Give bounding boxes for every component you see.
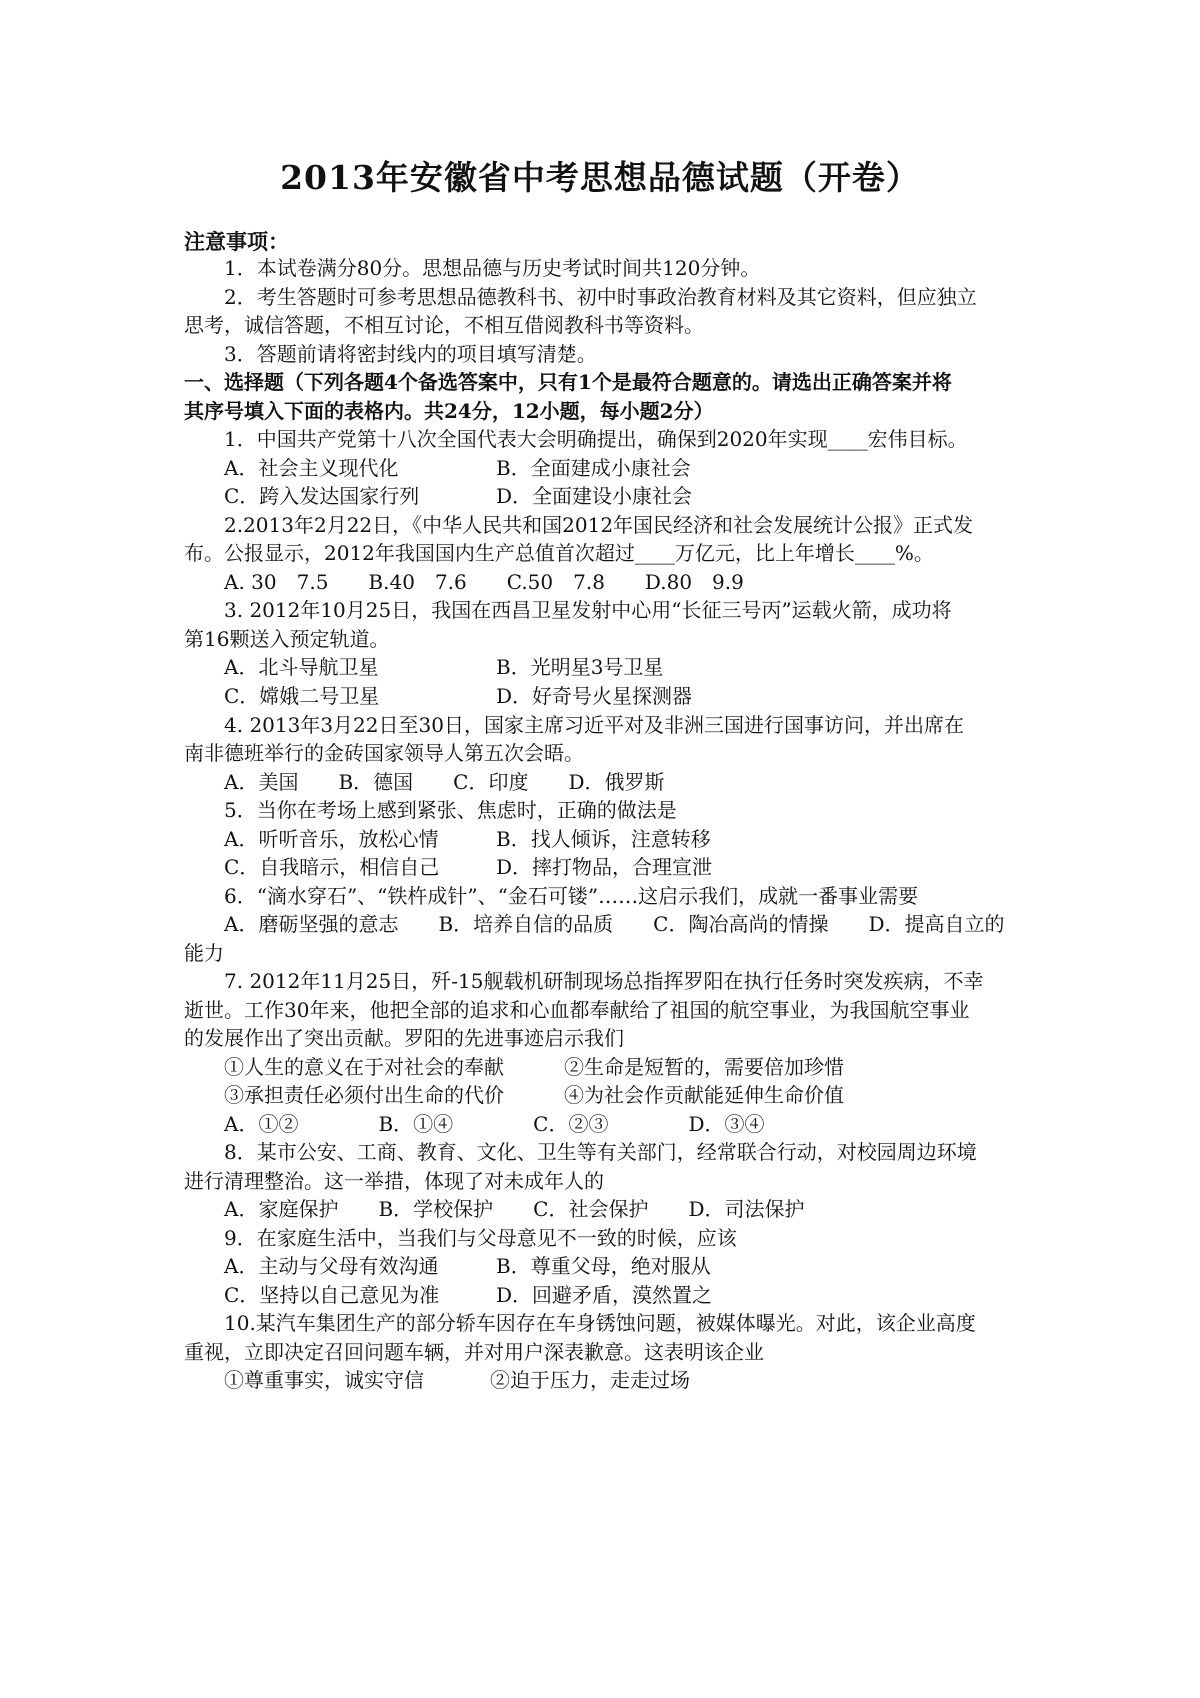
q1-option-c: C．跨入发达国家行列 [224, 484, 420, 508]
q7-statement-1: ①人生的意义在于对社会的奉献 [224, 1055, 504, 1079]
question-2: 2.2013年2月22日，《中华人民共和国2012年国民经济和社会发展统计公报》正式发 [224, 513, 974, 537]
question-7-cont-2: 的发展作出了突出贡献。罗阳的先进事迹启示我们 [184, 1026, 624, 1050]
section-heading: 一、选择题（下列各题4个备选答案中，只有1个是最符合题意的。请选出正确答案并将 [184, 370, 952, 394]
q3-option-a: A．北斗导航卫星 [224, 655, 379, 679]
question-3-cont: 第16颗送入预定轨道。 [184, 627, 390, 651]
q6-options: A．磨砺坚强的意志 B．培养自信的品质 C．陶冶高尚的情操 D．提高自立的 [224, 912, 1005, 936]
q9-option-d: D．回避矛盾，漠然置之 [496, 1283, 713, 1307]
question-6: 6．“滴水穿石”、“铁杵成针”、“金石可镂”……这启示我们，成就一番事业需要 [224, 884, 919, 908]
q5-option-a: A．听听音乐，放松心情 [224, 827, 439, 851]
q7-options: A．①② B．①④ C．②③ D．③④ [224, 1112, 765, 1136]
q10-statement-1: ①尊重事实，诚实守信 [224, 1368, 424, 1392]
q6-options-cont: 能力 [184, 941, 224, 965]
q1-option-a: A．社会主义现代化 [224, 456, 399, 480]
question-7-cont-1: 逝世。工作30年来，他把全部的追求和心血都奉献给了祖国的航空事业，为我国航空事业 [184, 998, 970, 1022]
q3-option-c: C．嫦娥二号卫星 [224, 684, 380, 708]
question-10: 10.某汽车集团生产的部分轿车因存在车身锈蚀问题，被媒体曝光。对此，该企业高度 [224, 1311, 976, 1335]
q7-statement-2: ②生命是短暂的，需要倍加珍惜 [564, 1055, 844, 1079]
q9-option-c: C．坚持以自己意见为准 [224, 1283, 440, 1307]
notice-item-2: 2．考生答题时可参考思想品德教科书、初中时事政治教育材料及其它资料，但应独立 [224, 285, 977, 309]
question-9: 9．在家庭生活中，当我们与父母意见不一致的时候，应该 [224, 1226, 737, 1250]
notice-item-3: 3．答题前请将密封线内的项目填写清楚。 [224, 342, 597, 366]
q4-options: A．美国 B．德国 C．印度 D．俄罗斯 [224, 770, 665, 794]
q8-options: A．家庭保护 B．学校保护 C．社会保护 D．司法保护 [224, 1197, 805, 1221]
q3-option-d: D．好奇号火星探测器 [496, 684, 693, 708]
notice-heading: 注意事项： [184, 229, 289, 254]
question-2-cont: 布。公报显示，2012年我国国内生产总值首次超过____万亿元，比上年增长____%。 [184, 541, 934, 565]
q9-option-a: A．主动与父母有效沟通 [224, 1254, 439, 1278]
q10-statement-2: ②迫于压力，走走过场 [490, 1368, 690, 1392]
q9-option-b: B．尊重父母，绝对服从 [496, 1254, 711, 1278]
q3-option-b: B．光明星3号卫星 [496, 655, 664, 679]
page-title: 2013年安徽省中考思想品德试题（开卷） [280, 158, 920, 197]
q5-option-c: C．自我暗示，相信自己 [224, 855, 440, 879]
q5-option-b: B．找人倾诉，注意转移 [496, 827, 711, 851]
q1-option-d: D．全面建设小康社会 [496, 484, 693, 508]
notice-item-1: 1．本试卷满分80分。思想品德与历史考试时间共120分钟。 [224, 256, 761, 280]
question-5: 5．当你在考场上感到紧张、焦虑时，正确的做法是 [224, 798, 677, 822]
question-1: 1．中国共产党第十八次全国代表大会明确提出，确保到2020年实现____宏伟目标。 [224, 427, 968, 451]
question-4: 4. 2013年3月22日至30日，国家主席习近平对及非洲三国进行国事访问，并出席在 [224, 713, 964, 737]
q5-option-d: D．摔打物品，合理宣泄 [496, 855, 713, 879]
q7-statement-4: ④为社会作贡献能延伸生命价值 [564, 1083, 844, 1107]
question-4-cont: 南非德班举行的金砖国家领导人第五次会晤。 [184, 741, 584, 765]
notice-item-2-cont: 思考，诚信答题，不相互讨论，不相互借阅教科书等资料。 [184, 313, 704, 337]
question-8-cont: 进行清理整治。这一举措，体现了对未成年人的 [184, 1169, 604, 1193]
question-7: 7. 2012年11月25日，歼-15舰载机研制现场总指挥罗阳在执行任务时突发疾病，不幸 [224, 969, 984, 993]
question-3: 3. 2012年10月25日，我国在西昌卫星发射中心用“长征三号丙”运载火箭，成功将 [224, 598, 952, 622]
q7-statement-3: ③承担责任必须付出生命的代价 [224, 1083, 504, 1107]
question-8: 8．某市公安、工商、教育、文化、卫生等有关部门，经常联合行动，对校园周边环境 [224, 1140, 977, 1164]
q1-option-b: B．全面建成小康社会 [496, 456, 691, 480]
question-10-cont: 重视，立即决定召回问题车辆，并对用户深表歉意。这表明该企业 [184, 1340, 764, 1364]
section-heading-cont: 其序号填入下面的表格内。共24分，12小题，每小题2分） [184, 399, 714, 423]
q2-options: A. 30 7.5 B.40 7.6 C.50 7.8 D.80 9.9 [224, 570, 744, 594]
